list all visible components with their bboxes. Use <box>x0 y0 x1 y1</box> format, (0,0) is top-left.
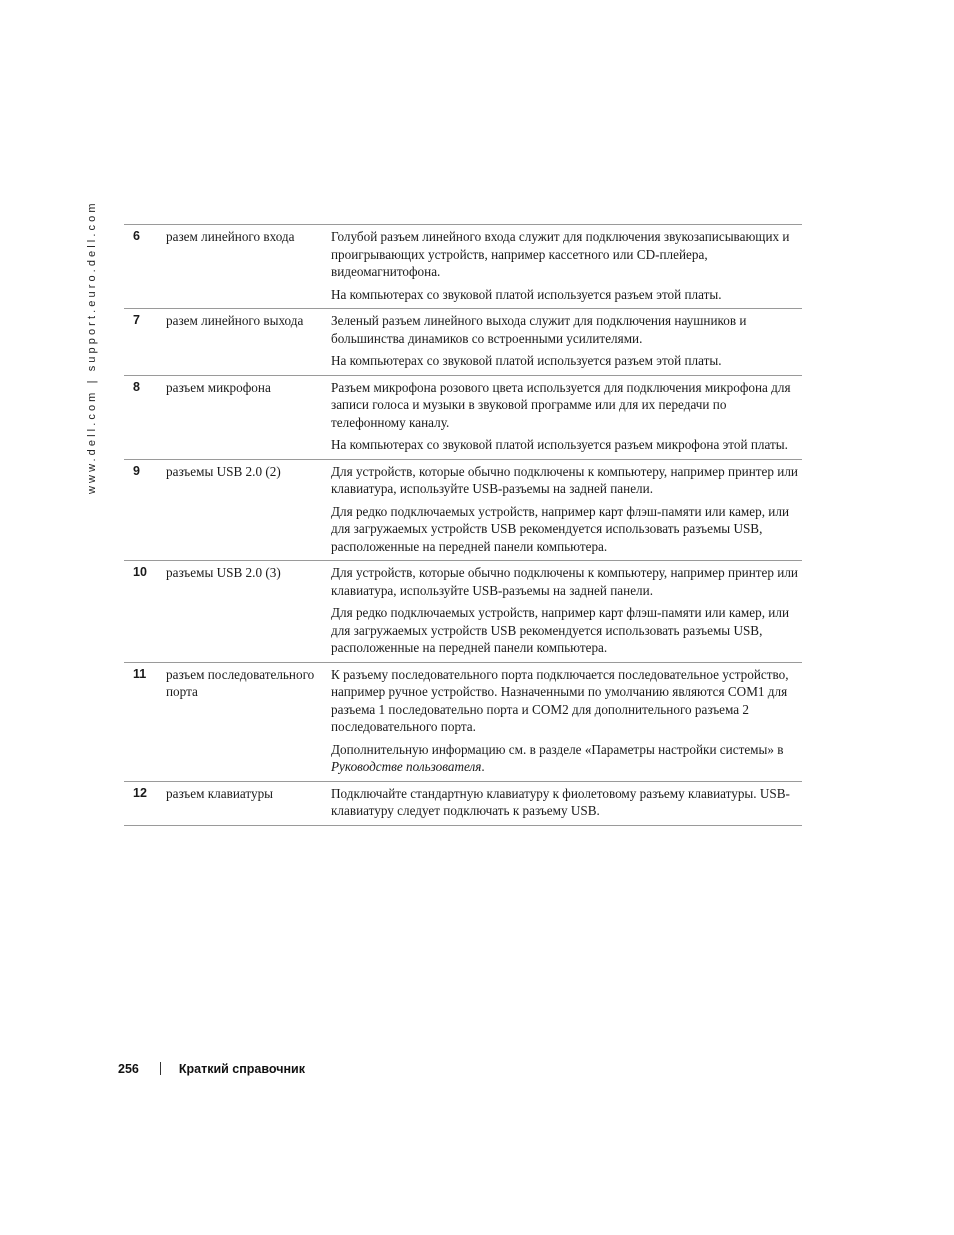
description-paragraph: Подключайте стандартную клавиатуру к фиолетовому разъему клавиатуры. USB-клавиатуру следует подключать к разъему USB. <box>331 785 790 818</box>
description-paragraph: Для редко подключаемых устройств, например карт флэш-памяти или камер, или для загружаемых устройств USB рекомендуется использовать разъемы USB, расположенные на передней панели компьютера. <box>331 605 790 655</box>
connector-description <box>331 375 802 459</box>
connector-description <box>331 781 802 825</box>
connector-name: разъем последовательного порта <box>166 666 315 699</box>
table-row <box>124 375 802 459</box>
page-footer <box>118 1062 305 1076</box>
row-number: 7 <box>133 313 140 327</box>
row-number: 6 <box>133 229 140 243</box>
table-row <box>124 225 802 309</box>
description-paragraph: Зеленый разъем линейного выхода служит для подключения наушников и большинства динамиков со встроенными усилителями. <box>331 313 747 346</box>
description-paragraph: На компьютерах со звуковой платой используется разъем этой платы. <box>331 353 722 368</box>
description-text: . <box>481 759 485 774</box>
connectors-table <box>124 224 802 826</box>
table-row <box>124 561 802 663</box>
description-paragraph: Разъем микрофона розового цвета используется для подключения микрофона для записи голоса и музыки в звуковой программе или для их передачи по телефонному каналу. <box>331 379 791 430</box>
table-row <box>124 309 802 376</box>
connector-name: разъемы USB 2.0 (3) <box>166 565 281 580</box>
section-title: Краткий справочник <box>178 1062 305 1076</box>
connector-name: разъемы USB 2.0 (2) <box>166 463 281 479</box>
description-paragraph <box>331 741 798 776</box>
table-row <box>124 459 802 561</box>
description-paragraph: Голубой разъем линейного входа служит для подключения звукозаписывающих и проигрывающих устройств, например кассетного или CD-плейера, видеомагнитофона. <box>331 229 790 279</box>
description-text: Дополнительную информацию см. в разделе «Параметры настройки системы» в <box>331 741 784 757</box>
connector-name: разъем микрофона <box>166 379 271 395</box>
connector-description <box>331 459 802 561</box>
description-paragraph: На компьютерах со звуковой платой используется разъем микрофона этой платы. <box>331 437 788 452</box>
row-number: 10 <box>133 565 147 579</box>
row-number: 12 <box>133 785 147 800</box>
row-number: 11 <box>133 666 147 681</box>
table-row <box>124 662 802 781</box>
connector-description <box>331 225 802 309</box>
connector-description <box>331 309 802 376</box>
user-guide-title: Руководстве пользователя <box>331 759 482 774</box>
description-paragraph: К разъему последовательного порта подключается последовательное устройство, например ручное устройство. Назначенными по умолчанию являются COM1 для разъема 1 последовательно порта и COM2 для дополнительного разъема 2 последовательного порта. <box>331 666 789 734</box>
description-paragraph: Для редко подключаемых устройств, например карт флэш-памяти или камер, или для загружаемых устройств USB рекомендуется использовать разъемы USB, расположенные на передней панели компьютера. <box>331 503 790 554</box>
description-paragraph: Для устройств, которые обычно подключены к компьютеру, например принтер или клавиатура, используйте USB-разъемы на задней панели. <box>331 463 798 496</box>
row-number: 9 <box>133 463 140 478</box>
footer-divider <box>160 1062 161 1075</box>
description-paragraph: На компьютерах со звуковой платой используется разъем этой платы. <box>331 286 722 302</box>
sidebar-url: www.dell.com | support.euro.dell.com <box>86 200 98 494</box>
connector-description <box>331 662 802 781</box>
page-number: 256 <box>118 1062 139 1076</box>
row-number: 8 <box>133 379 140 394</box>
table-row <box>124 781 802 825</box>
connector-name: разъем клавиатуры <box>166 785 274 801</box>
connector-description <box>331 561 802 663</box>
connector-name: разем линейного входа <box>166 229 295 244</box>
description-paragraph: Для устройств, которые обычно подключены к компьютеру, например принтер или клавиатура, используйте USB-разъемы на задней панели. <box>331 565 798 598</box>
connector-name: разем линейного выхода <box>166 313 304 328</box>
